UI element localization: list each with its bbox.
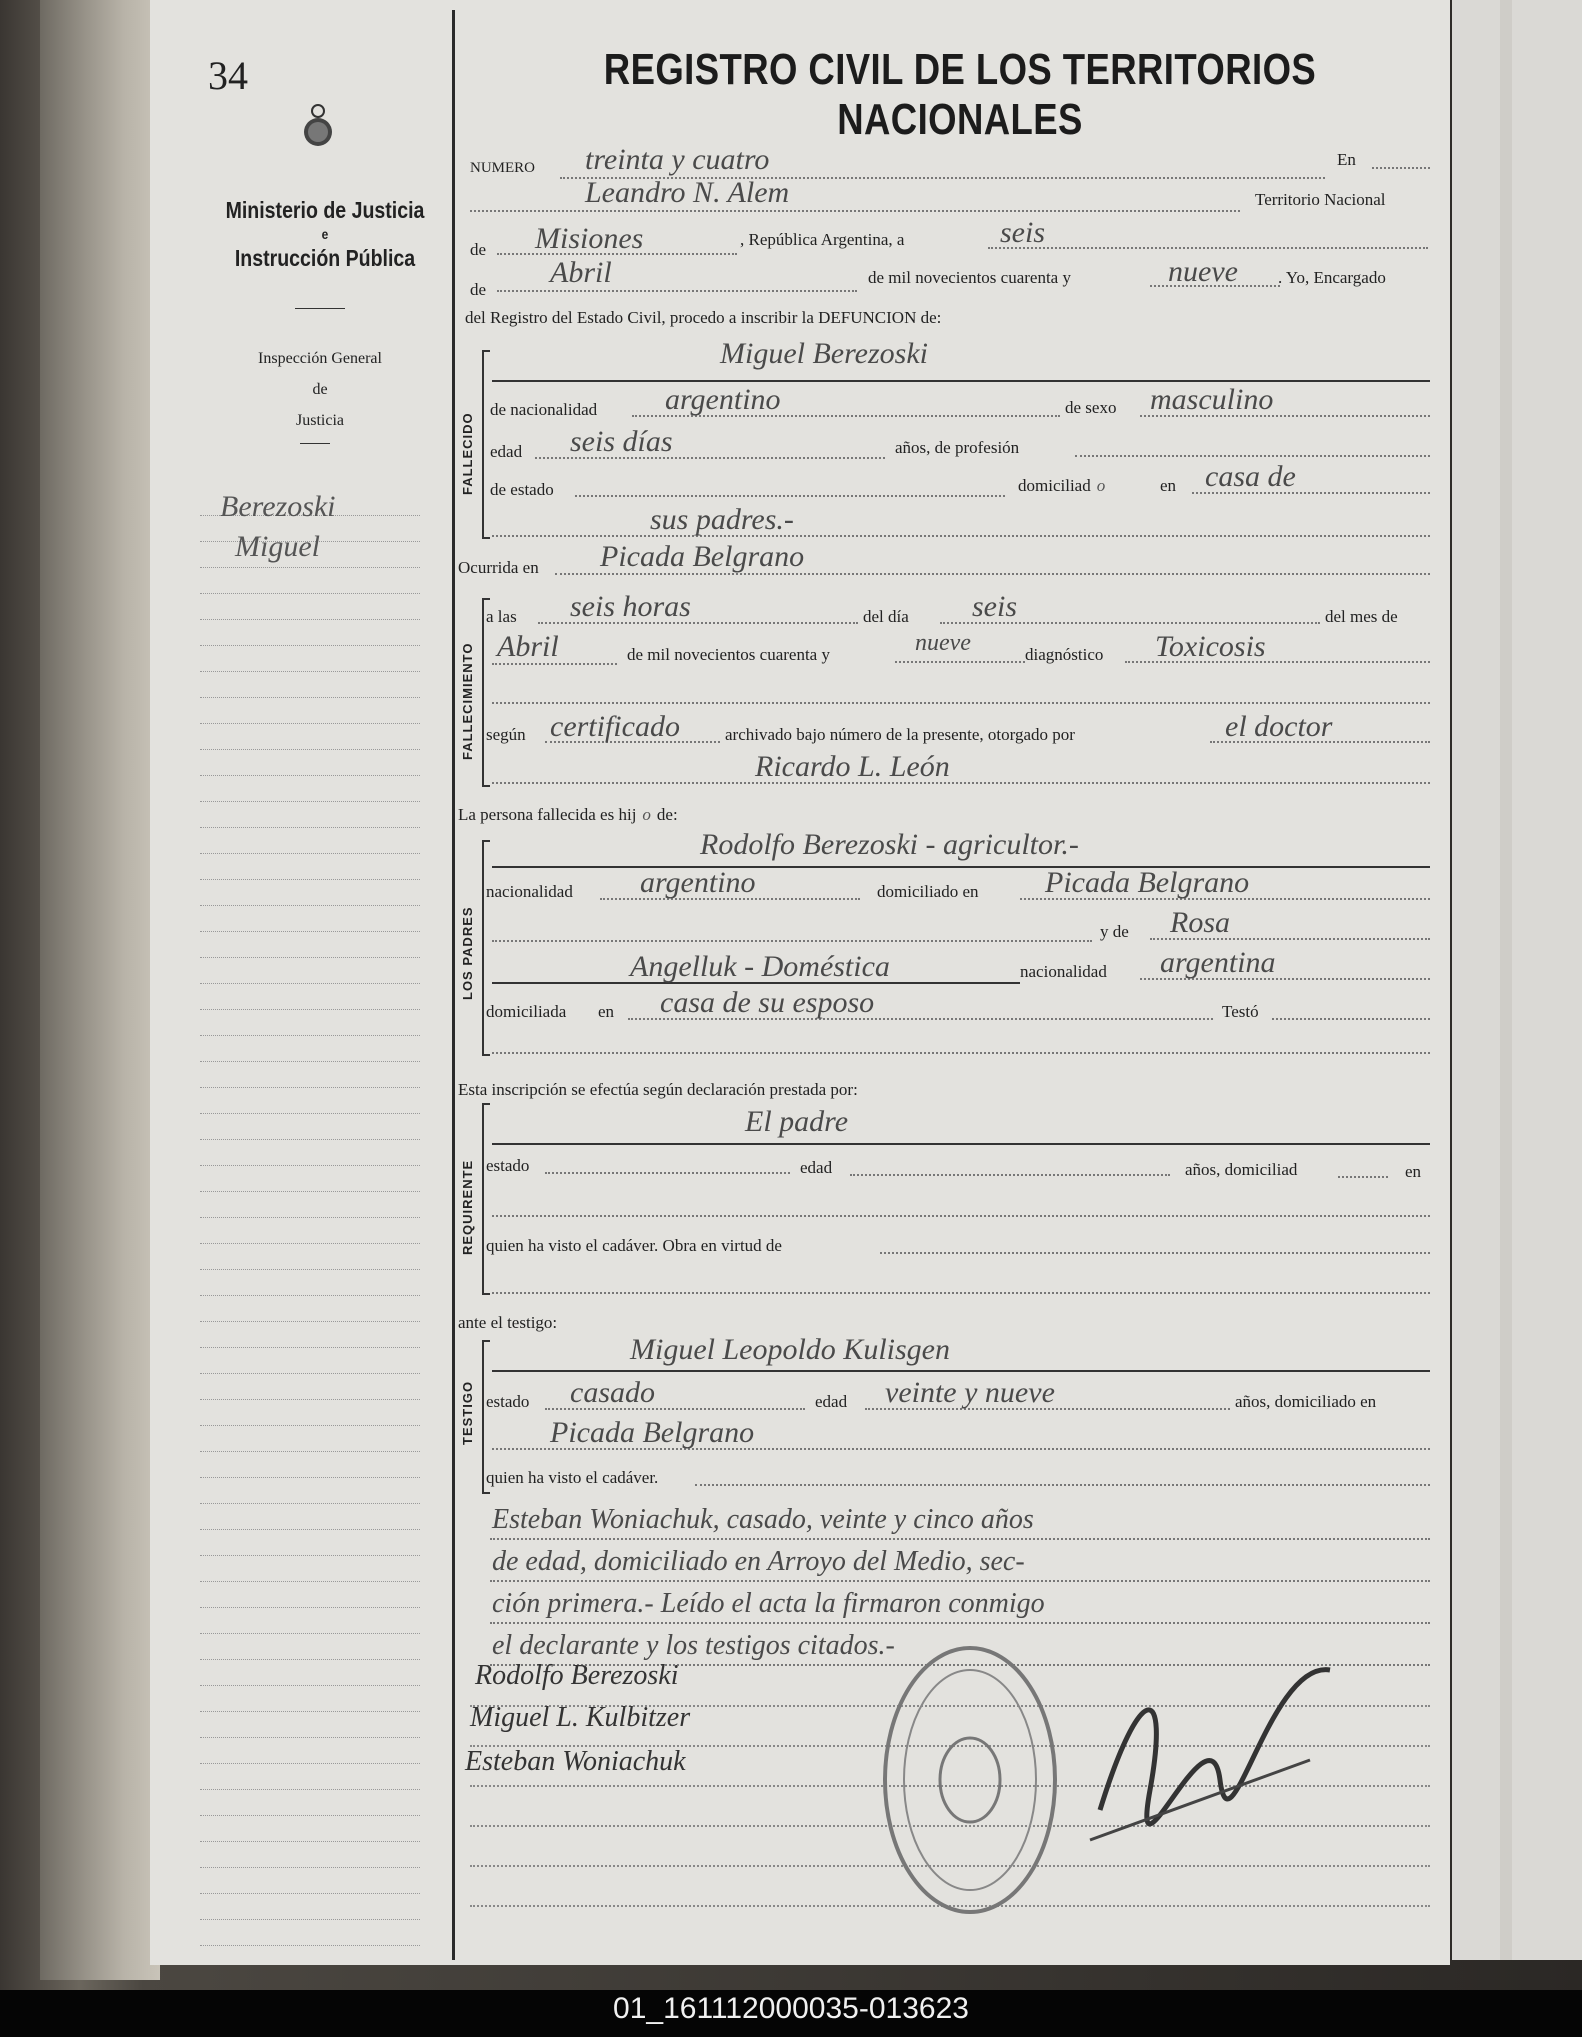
testo-label: Testó [1222, 1002, 1259, 1021]
signature-witness-2: Esteban Woniachuk [465, 1746, 686, 1777]
fill-line [492, 782, 1430, 784]
margin-rule [200, 1919, 420, 1920]
section-label-padres: LOS PADRES [460, 906, 475, 1000]
note-line-text: ción primera.- Leído el acta la firmaron conmigo [492, 1588, 1045, 1619]
margin-rule [200, 1217, 420, 1218]
padres-intro [458, 805, 678, 825]
note-line-text: de edad, domiciliado en Arroyo del Medio, sec- [492, 1546, 1025, 1577]
inspection-line: Inspección General [258, 350, 382, 367]
yo-label: . Yo, Encargado [1278, 268, 1386, 287]
name-line [492, 866, 1430, 868]
mil-label: de mil novecientos cuarenta y [868, 268, 1071, 287]
margin-rule [200, 697, 420, 698]
margin-rule [200, 1113, 420, 1114]
edad-label: edad [800, 1158, 833, 1177]
margin-rule [200, 1087, 420, 1088]
visto-label: quien ha visto el cadáver. Obra en virtud de [486, 1236, 782, 1255]
margin-rule [200, 1945, 420, 1946]
name-line [492, 380, 1430, 382]
name-line [492, 1370, 1430, 1372]
inspection-line: Justicia [296, 412, 344, 429]
madre-value-continued: Angelluk - Doméstica [630, 950, 890, 983]
image-identifier: 01_161112000035-013623 [613, 1992, 969, 2025]
nacionalidad-value: argentino [665, 383, 781, 416]
mes-label: del mes de [1325, 607, 1398, 626]
margin-rule [200, 1451, 420, 1452]
testigo-name: Miguel Leopoldo Kulisgen [630, 1333, 950, 1366]
note-line [490, 1538, 1430, 1540]
margin-rule [200, 1529, 420, 1530]
margin-rule [200, 723, 420, 724]
margin-rule [200, 645, 420, 646]
edad-label: edad [490, 442, 523, 461]
deceased-name: Miguel Berezoski [720, 337, 928, 370]
margin-rule [200, 1347, 420, 1348]
folio-number: 34 [208, 53, 248, 98]
testigo-edad-value: veinte y nueve [885, 1376, 1055, 1409]
section-label-requirente: REQUIRENTE [460, 1159, 475, 1255]
anio-value: nueve [915, 630, 971, 656]
mes-value: Abril [497, 630, 559, 663]
margin-rule [200, 905, 420, 906]
requirente-name: El padre [745, 1105, 849, 1138]
inspection-line: de [312, 381, 328, 398]
next-page [1452, 0, 1582, 1960]
en-label: En [1337, 150, 1356, 169]
section-brace [482, 350, 490, 539]
de-label: de [470, 280, 487, 299]
fill-line [492, 702, 1430, 704]
section-label-fallecimiento: FALLECIMIENTO [460, 642, 475, 760]
madre-dom-value: casa de su esposo [660, 986, 875, 1019]
domiciliado-label: domiciliado en [877, 882, 979, 901]
fill-line [1075, 455, 1430, 457]
margin-rule [200, 1035, 420, 1036]
margin-rule [200, 1139, 420, 1140]
archivado-label: archivado bajo número de la presente, otorgado por [725, 725, 1075, 744]
alas-label: a las [486, 607, 517, 626]
dia-label: del día [863, 607, 909, 626]
margin-rule [200, 1555, 420, 1556]
padre-value: Rodolfo Berezoski - agricultor.- [700, 828, 1079, 861]
diagnostico-label: diagnóstico [1025, 645, 1104, 664]
visto-label: quien ha visto el cadáver. [486, 1468, 659, 1487]
padre-nac-value: argentino [640, 866, 756, 899]
nacionalidad2-label: nacionalidad [1020, 962, 1107, 981]
domicilio-value-continued: sus padres.- [650, 503, 794, 536]
ministry-heading [210, 195, 440, 273]
fill-line [492, 940, 1092, 942]
fill-line [1372, 167, 1430, 169]
name-line [492, 1143, 1430, 1145]
testigo-estado-value: casado [570, 1376, 655, 1409]
anos-label: años, de profesión [895, 438, 1020, 457]
edad-value: seis días [570, 425, 673, 458]
testigo-intro: ante el testigo: [458, 1313, 558, 1332]
margin-given-name: Miguel [235, 530, 320, 563]
margin-rule [200, 1399, 420, 1400]
margin-rule [200, 1607, 420, 1608]
margin-rule [200, 1893, 420, 1894]
en-label: en [1405, 1162, 1422, 1181]
madre-nac-value: argentina [1160, 946, 1276, 979]
margin-rule [200, 1711, 420, 1712]
note-line [490, 1580, 1430, 1582]
segun-label: según [486, 725, 526, 744]
margin-rule [200, 1243, 420, 1244]
margin-rule [200, 619, 420, 620]
inspection-heading [215, 343, 425, 436]
margin-rule [200, 1295, 420, 1296]
diagnostico-value: Toxicosis [1155, 630, 1266, 663]
note-line [490, 1622, 1430, 1624]
requirente-intro: Esta inscripción se efectúa según declaración prestada por: [458, 1080, 858, 1099]
margin-rule [200, 1503, 420, 1504]
margin-rule [200, 879, 420, 880]
margin-rule [200, 1685, 420, 1686]
fill-line [497, 290, 857, 292]
margin-rule [200, 1191, 420, 1192]
anos-label: años, domiciliad [1185, 1160, 1298, 1179]
fill-line [545, 1172, 790, 1174]
numero-value: treinta y cuatro [585, 143, 770, 176]
fill-line [492, 1052, 1430, 1054]
note-line-text: Esteban Woniachuk, casado, veinte y cinco años [492, 1504, 1034, 1535]
margin-rule [200, 567, 420, 568]
estado-label: estado [486, 1392, 530, 1411]
section-label-testigo: TESTIGO [460, 1380, 475, 1445]
dia-value: seis [972, 590, 1017, 623]
hora-value: seis horas [570, 590, 691, 623]
margin-rule [200, 1841, 420, 1842]
fill-line [492, 535, 1430, 537]
margin-rule [200, 983, 420, 984]
margin-rule [200, 1789, 420, 1790]
sexo-value: masculino [1150, 383, 1274, 416]
testigo-dom-value: Picada Belgrano [550, 1416, 755, 1449]
domiciliado-text: domiciliad [1018, 476, 1091, 495]
territory-value: Misiones [535, 222, 644, 255]
margin-rule [200, 1425, 420, 1426]
fill-line [880, 1252, 1430, 1254]
margin-rule [200, 671, 420, 672]
fill-line [695, 1484, 1430, 1486]
place-value: Leandro N. Alem [585, 176, 790, 209]
fill-line [850, 1174, 1170, 1176]
margin-rule [200, 1867, 420, 1868]
domiciliado-suffix: o [1096, 476, 1106, 495]
en-label: en [1160, 476, 1177, 495]
margin-rule [200, 1269, 420, 1270]
margin-rule [200, 1815, 420, 1816]
ocurrida-value: Picada Belgrano [600, 540, 805, 573]
yde-label: y de [1100, 922, 1129, 941]
divider [295, 308, 345, 309]
certificado-value: certificado [550, 710, 680, 743]
day-value: seis [1000, 216, 1045, 249]
margin-rule [200, 775, 420, 776]
fill-line [492, 1292, 1430, 1294]
margin-rule [200, 1659, 420, 1660]
month-value: Abril [550, 256, 612, 289]
edad-label: edad [815, 1392, 848, 1411]
fill-line [1338, 1176, 1388, 1178]
registro-label: del Registro del Estado Civil, procedo a inscribir la DEFUNCION de: [465, 308, 942, 327]
signature-declarant: Rodolfo Berezoski [475, 1660, 679, 1691]
margin-rule [200, 593, 420, 594]
margin-rule [200, 1633, 420, 1634]
domiciliada-label: domiciliada [486, 1002, 567, 1021]
fill-line [492, 1215, 1430, 1217]
document-title: REGISTRO CIVIL DE LOS TERRITORIOS NACIONALES [603, 45, 1317, 144]
domicilio-value: casa de [1205, 460, 1296, 493]
de-label: de [470, 240, 487, 259]
margin-rule [200, 801, 420, 802]
estado-label: estado [486, 1156, 530, 1175]
ministry-line: Instrucción Pública [234, 245, 416, 271]
margin-rule [200, 1061, 420, 1062]
republica-label: , República Argentina, a [740, 230, 905, 249]
next-page-edge [1500, 0, 1512, 1960]
section-brace [482, 1103, 490, 1295]
margin-rule [200, 1321, 420, 1322]
margin-rule [200, 1373, 420, 1374]
nacionalidad-label: nacionalidad [486, 882, 573, 901]
ministry-line: e [321, 226, 329, 242]
margin-rule [200, 1165, 420, 1166]
otorgado-value: el doctor [1225, 710, 1333, 743]
madre-value: Rosa [1170, 906, 1230, 939]
margin-rule [200, 853, 420, 854]
estado-label: de estado [490, 480, 554, 499]
registrar-signature-icon [1080, 1640, 1340, 1860]
domiciliado-label [1018, 476, 1105, 496]
signature-witness: Miguel L. Kulbitzer [470, 1702, 691, 1733]
margin-rule [200, 1477, 420, 1478]
territorio-label: Territorio Nacional [1255, 190, 1386, 209]
ministry-line: Ministerio de Justicia [225, 197, 425, 223]
mil-label: de mil novecientos cuarenta y [627, 645, 830, 664]
section-brace [482, 840, 490, 1056]
numero-label: NUMERO [470, 160, 536, 176]
doctor-value: Ricardo L. León [755, 750, 950, 783]
fill-line [895, 661, 1025, 663]
divider [300, 443, 330, 444]
margin-surname: Berezoski [220, 490, 336, 523]
margin-rule [200, 931, 420, 932]
margin-rule [200, 827, 420, 828]
fill-line [575, 495, 1005, 497]
margin-rule [200, 1763, 420, 1764]
margin-rule [200, 1737, 420, 1738]
note-line-text: el declarante y los testigos citados.- [492, 1630, 895, 1661]
section-label-fallecido: FALLECIDO [460, 412, 475, 495]
margin-rule [200, 749, 420, 750]
fill-line [1272, 1018, 1430, 1020]
column-divider [452, 10, 455, 1960]
padres-intro-suffix: o [642, 805, 651, 824]
margin-rule [200, 1581, 420, 1582]
anos-label: años, domiciliado en [1235, 1392, 1377, 1411]
sexo-label: de sexo [1065, 398, 1117, 417]
en-label: en [598, 1002, 615, 1021]
padres-intro-tail: de: [656, 805, 678, 824]
nacionalidad-label: de nacionalidad [490, 400, 598, 419]
year-value: nueve [1168, 255, 1238, 288]
fill-line [470, 210, 1240, 212]
official-seal-icon [880, 1640, 1060, 1920]
padre-dom-value: Picada Belgrano [1045, 866, 1250, 899]
padres-intro-text: La persona fallecida es hij [458, 805, 637, 824]
coat-of-arms-icon [300, 102, 336, 148]
ocurrida-label: Ocurrida en [458, 558, 539, 577]
book-binding [40, 0, 160, 1980]
margin-rule [200, 1009, 420, 1010]
margin-rule [200, 957, 420, 958]
fill-line [988, 247, 1428, 249]
